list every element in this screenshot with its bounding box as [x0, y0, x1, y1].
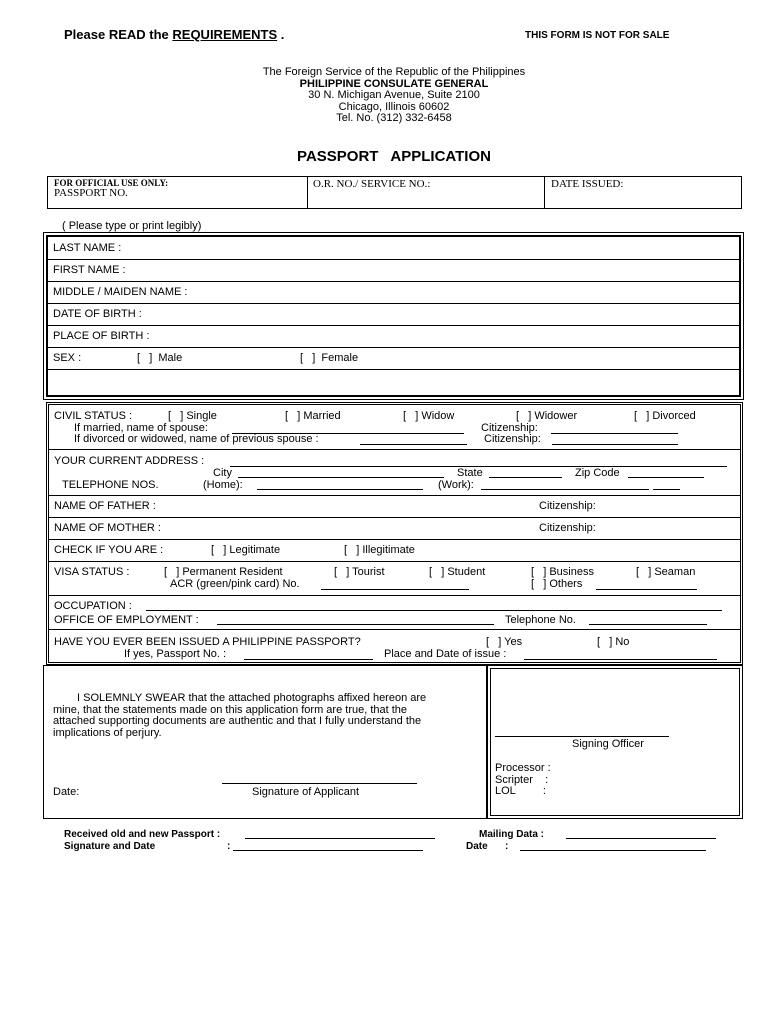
row-line: [48, 281, 739, 282]
oath-line-3: attached supporting documents are authentic and that I fully understand the: [53, 715, 422, 727]
print-legibly-note: ( Please type or print legibly): [62, 220, 202, 232]
consulate-street: 30 N. Michigan Avenue, Suite 2100: [308, 89, 480, 101]
row-line: [48, 495, 741, 496]
row-line: [48, 539, 741, 540]
state-input[interactable]: [489, 477, 562, 478]
applicant-signature-line[interactable]: [222, 783, 417, 784]
student-checkbox[interactable]: [ ] Student: [429, 566, 486, 578]
row-line: [48, 303, 739, 304]
spouse-name-label: If married, name of spouse:: [74, 422, 208, 434]
previous-passport-question: HAVE YOU EVER BEEN ISSUED A PHILIPPINE PASSPORT?: [54, 636, 361, 648]
scripter-field[interactable]: Scripter :: [495, 774, 549, 786]
city-label: City: [213, 467, 232, 479]
previous-citizenship-label: Citizenship:: [484, 433, 541, 445]
mailing-date-colon: :: [505, 841, 509, 852]
office-label: OFFICE OF EMPLOYMENT :: [54, 614, 199, 626]
oath-date-field[interactable]: Date:: [53, 786, 80, 798]
place-of-birth-field[interactable]: PLACE OF BIRTH :: [53, 330, 150, 342]
previous-citizenship-input[interactable]: [552, 444, 678, 445]
date-of-birth-field[interactable]: DATE OF BIRTH :: [53, 308, 142, 320]
mother-name-field[interactable]: NAME OF MOTHER :: [54, 522, 161, 534]
consulate-phone: Tel. No. (312) 332-6458: [336, 112, 452, 124]
signature-date-colon: :: [227, 841, 231, 852]
oath-line-1: I SOLEMNLY SWEAR that the attached photographs affixed hereon are: [77, 692, 427, 704]
not-for-sale-note: THIS FORM IS NOT FOR SALE: [525, 30, 670, 41]
city-input[interactable]: [238, 477, 444, 478]
office-input[interactable]: [217, 624, 494, 625]
civil-status-label: CIVIL STATUS :: [54, 410, 133, 422]
processor-field[interactable]: Processor :: [495, 762, 551, 774]
father-citizenship-field[interactable]: Citizenship:: [539, 500, 596, 512]
previous-passport-no-input[interactable]: [244, 659, 373, 660]
work-phone-label: (Work):: [438, 479, 474, 491]
father-name-field[interactable]: NAME OF FATHER :: [54, 500, 156, 512]
office-telephone-label: Telephone No.: [505, 614, 576, 626]
requirements-link[interactable]: REQUIREMENTS: [172, 27, 278, 42]
place-date-issue-input[interactable]: [524, 659, 717, 660]
acr-input[interactable]: [321, 589, 469, 590]
widower-checkbox[interactable]: [ ] Widower: [516, 410, 578, 422]
or-service-no-field[interactable]: O.R. NO./ SERVICE NO.:: [313, 178, 431, 190]
divorced-checkbox[interactable]: [ ] Divorced: [634, 410, 696, 422]
current-address-label: YOUR CURRENT ADDRESS :: [54, 455, 205, 467]
row-line: [48, 369, 739, 370]
home-phone-label: (Home):: [203, 479, 243, 491]
consulate-city: Chicago, Illinois 60602: [338, 101, 450, 113]
row-line: [48, 517, 741, 518]
last-name-field[interactable]: LAST NAME :: [53, 242, 122, 254]
applicant-signature-label: Signature of Applicant: [252, 786, 360, 798]
oath-line-2: mine, that the statements made on this application form are true, that the: [53, 704, 408, 716]
first-name-field[interactable]: FIRST NAME :: [53, 264, 126, 276]
no-checkbox[interactable]: [ ] No: [597, 636, 630, 648]
passport-no-field[interactable]: PASSPORT NO.: [54, 187, 128, 199]
occupation-input[interactable]: [146, 610, 722, 611]
mailing-data-input[interactable]: [566, 838, 716, 839]
row-line: [48, 347, 739, 348]
spouse-citizenship-label: Citizenship:: [481, 422, 538, 434]
lol-field[interactable]: LOL :: [495, 785, 546, 797]
mother-citizenship-field[interactable]: Citizenship:: [539, 522, 596, 534]
consulate-name: PHILIPPINE CONSULATE GENERAL: [299, 78, 489, 90]
work-phone-ext-input[interactable]: [653, 489, 680, 490]
spouse-citizenship-input[interactable]: [551, 433, 678, 434]
legitimacy-label: CHECK IF YOU ARE :: [54, 544, 164, 556]
yes-checkbox[interactable]: [ ] Yes: [486, 636, 523, 648]
visa-status-label: VISA STATUS :: [54, 566, 130, 578]
state-label: State: [457, 467, 483, 479]
male-checkbox[interactable]: [ ] Male: [137, 352, 183, 364]
widow-checkbox[interactable]: [ ] Widow: [403, 410, 455, 422]
signing-officer-line[interactable]: [495, 736, 669, 737]
place-date-issue-label: Place and Date of issue :: [384, 648, 507, 660]
office-telephone-input[interactable]: [589, 624, 707, 625]
occupation-label: OCCUPATION :: [54, 600, 132, 612]
foreign-service-line: The Foreign Service of the Republic of the Philippines: [262, 66, 526, 78]
others-input[interactable]: [596, 589, 697, 590]
row-line: [48, 629, 741, 630]
received-passport-input[interactable]: [245, 838, 435, 839]
row-line: [48, 595, 741, 596]
married-checkbox[interactable]: [ ] Married: [285, 410, 341, 422]
signature-date-input[interactable]: [233, 850, 423, 851]
row-line: [48, 259, 739, 260]
permanent-resident-checkbox[interactable]: [ ] Permanent Resident: [164, 566, 283, 578]
row-line: [48, 561, 741, 562]
sex-label: SEX :: [53, 352, 82, 364]
signing-officer-label: Signing Officer: [572, 738, 644, 750]
mailing-date-input[interactable]: [520, 850, 706, 851]
read-requirements-note: [64, 27, 284, 42]
received-passport-label: Received old and new Passport :: [64, 829, 221, 840]
mailing-date-label: Date: [466, 841, 488, 852]
female-checkbox[interactable]: [ ] Female: [300, 352, 359, 364]
previous-passport-no-label: If yes, Passport No. :: [124, 648, 227, 660]
official-divider-2: [544, 176, 545, 209]
date-issued-field[interactable]: DATE ISSUED:: [551, 178, 624, 190]
acr-label: ACR (green/pink card) No.: [170, 578, 300, 590]
row-line: [48, 325, 739, 326]
zip-label: Zip Code: [575, 467, 620, 479]
previous-spouse-label: If divorced or widowed, name of previous spouse :: [74, 433, 319, 445]
middle-name-field[interactable]: MIDDLE / MAIDEN NAME :: [53, 286, 188, 298]
page-title: PASSPORT APPLICATION: [297, 148, 491, 165]
row-line: [48, 449, 741, 450]
period-text: .: [277, 27, 285, 42]
oath-line-4: implications of perjury.: [53, 727, 162, 739]
business-checkbox[interactable]: [ ] Business: [531, 566, 594, 578]
legitimate-checkbox[interactable]: [ ] Legitimate: [211, 544, 281, 556]
work-phone-input[interactable]: [481, 489, 649, 490]
official-divider-1: [307, 176, 308, 209]
others-checkbox[interactable]: [ ] Others: [531, 578, 583, 590]
please-read-text: Please READ the: [64, 27, 169, 42]
official-use-label: FOR OFFICIAL USE ONLY:: [54, 178, 169, 188]
illegitimate-checkbox[interactable]: [ ] Illegitimate: [344, 544, 415, 556]
seaman-checkbox[interactable]: [ ] Seaman: [636, 566, 696, 578]
zip-input[interactable]: [628, 477, 704, 478]
telephone-label: TELEPHONE NOS.: [62, 479, 159, 491]
previous-spouse-input[interactable]: [360, 444, 467, 445]
signature-date-label: Signature and Date: [64, 841, 156, 852]
single-checkbox[interactable]: [ ] Single: [168, 410, 217, 422]
tourist-checkbox[interactable]: [ ] Tourist: [334, 566, 385, 578]
home-phone-input[interactable]: [257, 489, 423, 490]
mailing-data-label: Mailing Data :: [479, 829, 545, 840]
